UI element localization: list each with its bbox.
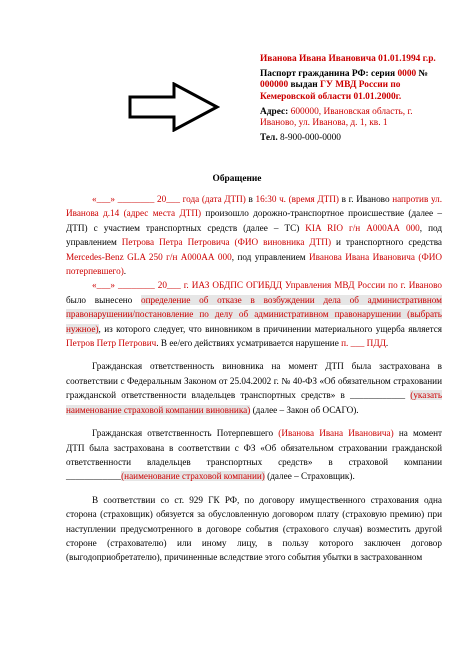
passport-line: Паспорт гражданина РФ: серия 0000 № 000000 выдан ГУ МВД России по Кемеровской области 01.01.2000г. xyxy=(260,69,428,102)
phone-line: Тел. 8-900-000-0000 xyxy=(260,133,341,144)
paragraph-decision: «___» ________ 20___ г. ИАЗ ОБДПС ОГИБДД Управления МВД России по г. Иваново было вынесено определение об отказе в возбуждении дела об административном правонарушении/постановление по делу об административном правонарушении (выбрать нужное), из которого следует, что виновником в причинении материального ущерба является Петров Петр Петрович. В ее/его действиях усматривается нарушение п. ___ ПДД. xyxy=(66,280,443,349)
paragraph-civil-code: В соответствии со ст. 929 ГК РФ, по договору имущественного страхования одна сторона (страховщик) обязуется за обусловленную договором плату (страховую премию) при наступлении предусмотренного в договоре события (страхового случая) возместить другой стороне (страхователю) или иному лицу, в пользу которого заключен договор (выгодоприобретателю), причиненные вследствие этого события убытки в застрахованном xyxy=(66,494,442,563)
paragraph-accident: «___» ________ 20___ года (дата ДТП) в 16:30 ч. (время ДТП) в г. Иваново напротив ул. Иванова д.14 (адрес места ДТП) произошло дорожно-транспортное происшествие (далее – ДТП) с участием транспортных средств (далее – ТС) KIA RIO г/н А000АА 000, под управлением Петрова Петра Петровича (ФИО виновника ДТП) и транспортного средства Mercedes-Benz GLA 250 г/н А000АА 000, под управлением Иванова Ивана Ивановича (ФИО потерпевшего). xyxy=(66,194,443,277)
document-title: Обращение xyxy=(212,174,262,184)
sender-details xyxy=(260,54,446,144)
arrow-right-icon xyxy=(128,82,220,132)
document-body xyxy=(66,192,442,565)
paragraph-culprit-insurance: Гражданская ответственность виновника на момент ДТП была застрахована в соответствии с Федеральным Законом от 25.04.2002 г. № 40-ФЗ «Об обязательном страховании гражданской ответственности владельцев транспортных средств» в ____________ (указать наименование страховой компании виновника) (далее – Закон об ОСАГО). xyxy=(66,361,443,415)
sender-name: Иванова Ивана Ивановича 01.01.1994 г.р. xyxy=(260,54,436,64)
paragraph-victim-insurance: Гражданская ответственность Потерпевшего (Иванова Ивана Ивановича) на момент ДТП была застрахована в соответствии с ФЗ «Об обязательном страховании гражданской ответственности владельцев транспортных средств» в страховой компании ____________(наименование страховой компании) (далее – Страховщик). xyxy=(66,428,442,482)
address-line: Адрес: 600000, Ивановская область, г. Иваново, ул. Иванова, д. 1, кв. 1 xyxy=(260,106,413,129)
